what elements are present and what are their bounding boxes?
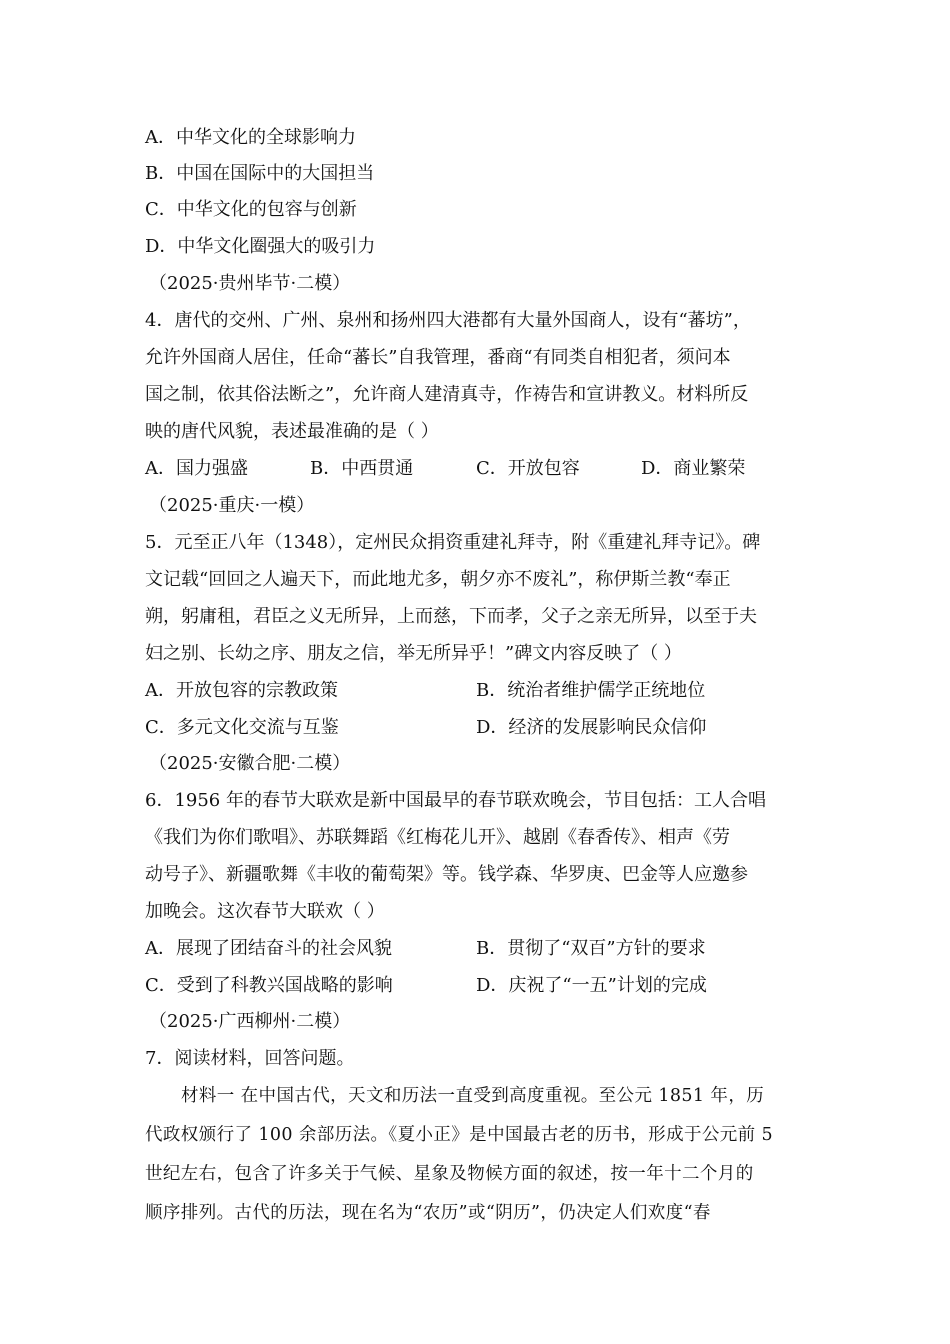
q3-option-c: C．中华文化的包容与创新 xyxy=(145,199,357,220)
q5-stem-line: 朔，躬庸租，君臣之义无所异，上而慈，下而孝，父子之亲无所异，以至于夫 xyxy=(145,606,757,627)
q4-option-c: C．开放包容 xyxy=(476,458,580,479)
q4-option-b: B．中西贯通 xyxy=(310,458,414,479)
q7-material-line: 顺序排列。古代的历法，现在名为“农历”或“阴历”，仍决定人们欢度“春 xyxy=(145,1203,711,1223)
q4-stem-line: 4．唐代的交州、广州、泉州和扬州四大港都有大量外国商人，设有“蕃坊”， xyxy=(145,310,751,331)
q6-option-c: C．受到了科教兴国战略的影响 xyxy=(145,975,393,996)
q3-option-d: D．中华文化圈强大的吸引力 xyxy=(145,236,376,257)
q4-option-a: A．国力强盛 xyxy=(145,458,248,479)
q6-option-b: B．贯彻了“双百”方针的要求 xyxy=(476,938,706,959)
q6-stem-line: 6．1956 年的春节大联欢是新中国最早的春节联欢晚会，节目包括：工人合唱 xyxy=(145,790,766,811)
q7-source: （2025·广西柳州·二模） xyxy=(149,1011,351,1032)
q5-stem-line: 文记载“回回之人遍天下，而此地尤多，朝夕亦不废礼”，称伊斯兰教“奉正 xyxy=(145,569,731,590)
q5-source: （2025·重庆·一模） xyxy=(149,495,315,516)
q5-option-c: C．多元文化交流与互鉴 xyxy=(145,717,339,738)
q6-stem-line: 加晚会。这次春节大联欢（ ） xyxy=(145,901,385,922)
q5-option-b: B．统治者维护儒学正统地位 xyxy=(476,680,706,701)
q5-option-d: D．经济的发展影响民众信仰 xyxy=(476,717,707,738)
q7-stem: 7．阅读材料，回答问题。 xyxy=(145,1048,355,1069)
q4-source: （2025·贵州毕节·二模） xyxy=(149,273,351,294)
q7-material-line: 代政权颁行了 100 余部历法。《夏小正》是中国最古老的历书，形成于公元前 5 xyxy=(145,1125,774,1145)
q4-stem-line: 允许外国商人居住，任命“蕃长”自我管理，番商“有同类自相犯者，须问本 xyxy=(145,347,731,368)
q6-stem-line: 《我们为你们歌唱》、苏联舞蹈《红梅花儿开》、越剧《春香传》、相声《劳 xyxy=(145,827,730,848)
q4-option-d: D．商业繁荣 xyxy=(641,458,746,479)
q6-option-d: D．庆祝了“一五”计划的完成 xyxy=(476,975,707,996)
q6-option-a: A．展现了团结奋斗的社会风貌 xyxy=(145,938,392,959)
q7-material-line: 材料一 在中国古代，天文和历法一直受到高度重视。至公元 1851 年，历 xyxy=(181,1086,765,1106)
q5-stem-line: 5．元至正八年（1348），定州民众捐资重建礼拜寺，附《重建礼拜寺记》。碑 xyxy=(145,532,761,553)
q5-option-a: A．开放包容的宗教政策 xyxy=(145,680,338,701)
q3-option-b: B．中国在国际中的大国担当 xyxy=(145,163,375,184)
q7-material-line: 世纪左右，包含了许多关于气候、星象及物候方面的叙述，按一年十二个月的 xyxy=(145,1164,754,1184)
q3-option-a: A．中华文化的全球影响力 xyxy=(145,127,356,148)
q5-stem-line: 妇之别、长幼之序、朋友之信，举无所异乎！”碑文内容反映了（ ） xyxy=(145,643,682,664)
q6-stem-line: 动号子》、新疆歌舞《丰收的葡萄架》等。钱学森、华罗庚、巴金等人应邀参 xyxy=(145,864,748,885)
q6-source: （2025·安徽合肥·二模） xyxy=(149,753,351,774)
q4-stem-line: 映的唐代风貌，表述最准确的是（ ） xyxy=(145,421,439,442)
q4-stem-line: 国之制，依其俗法断之”，允许商人建清真寺，作祷告和宣讲教义。材料所反 xyxy=(145,384,749,405)
